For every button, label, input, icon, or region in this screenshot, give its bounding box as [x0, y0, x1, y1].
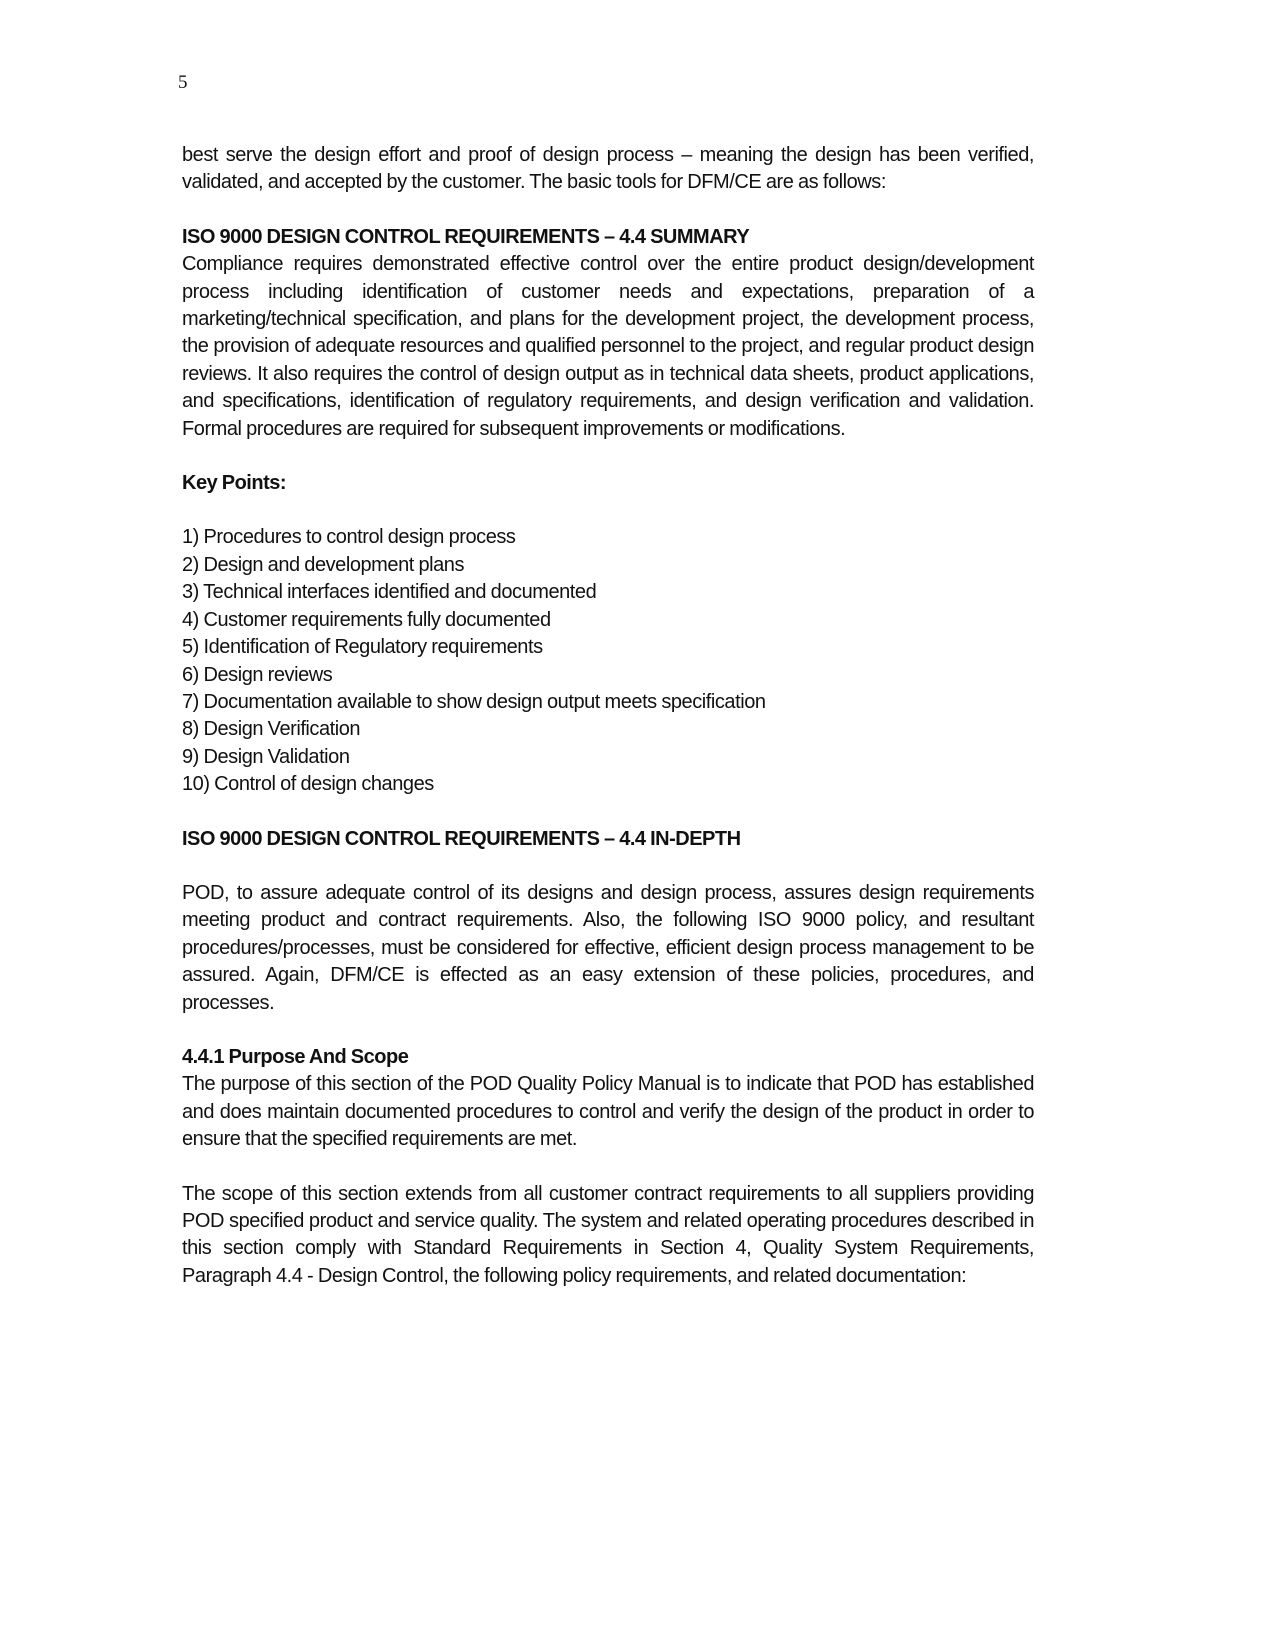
in-depth-paragraph: POD, to assure adequate control of its designs and design process, assures design requirements meeting product and contract requirements. Also, the following ISO 9000 policy, and resultant procedures/processes, must be considered for effective, efficient design process management to be assured. Again, DFM/CE is effected as an easy extension of these policies, procedures, and processes.: [182, 881, 1034, 1014]
spacer: [182, 197, 1034, 224]
spacer: [182, 1017, 1034, 1044]
summary-heading: ISO 9000 DESIGN CONTROL REQUIREMENTS – 4.4 SUMMARY: [182, 225, 750, 248]
scope-paragraph: The scope of this section extends from all customer contract requirements to all suppliers providing POD specified product and service quality. The system and related operating procedures described in this section comply with Standard Requirements in Section 4, Quality System Requirements, Paragraph 4.4 - Design Control, the following policy requirements, and related documentation:: [182, 1182, 1034, 1287]
list-item: 10) Control of design changes: [182, 773, 434, 796]
list-item: 3) Technical interfaces identified and documented: [182, 581, 597, 604]
list-item: 4) Customer requirements fully documented: [182, 608, 551, 631]
purpose-paragraph: The purpose of this section of the POD Quality Policy Manual is to indicate that POD has established and does maintain documented procedures to control and verify the design of the product in order to ensure that the specified requirements are met.: [182, 1073, 1034, 1151]
spacer: [182, 443, 1034, 470]
spacer: [182, 497, 1034, 524]
list-item: 5) Identification of Regulatory requirements: [182, 636, 543, 659]
document-body: [182, 142, 1034, 1290]
list-item: 6) Design reviews: [182, 663, 333, 686]
purpose-scope-heading: 4.4.1 Purpose And Scope: [182, 1045, 409, 1068]
list-item: 8) Design Verification: [182, 718, 361, 741]
spacer: [182, 1154, 1034, 1181]
key-points-list: [182, 524, 1034, 798]
key-points-heading: Key Points:: [182, 472, 287, 495]
list-item: 7) Documentation available to show design output meets specification: [182, 690, 766, 713]
list-item: 1) Procedures to control design process: [182, 526, 516, 549]
list-item: 2) Design and development plans: [182, 553, 465, 576]
intro-paragraph: best serve the design effort and proof of design process – meaning the design has been verified, validated, and accepted by the customer. The basic tools for DFM/CE are as follows:: [182, 144, 1034, 194]
summary-paragraph: Compliance requires demonstrated effective control over the entire product design/development process including identification of customer needs and expectations, preparation of a marketing/technical specification, and plans for the development project, the development process, the provision of adequate resources and qualified personnel to the project, and regular product design reviews. It also requires the control of design output as in technical data sheets, product applications, and specifications, identification of regulatory requirements, and design verification and validation. Formal procedures are required for subsequent improvements or modifications.: [182, 253, 1034, 440]
spacer: [182, 799, 1034, 826]
in-depth-heading: ISO 9000 DESIGN CONTROL REQUIREMENTS – 4.4 IN-DEPTH: [182, 827, 741, 850]
list-item: 9) Design Validation: [182, 745, 350, 768]
spacer: [182, 853, 1034, 880]
page-number: 5: [178, 72, 188, 93]
